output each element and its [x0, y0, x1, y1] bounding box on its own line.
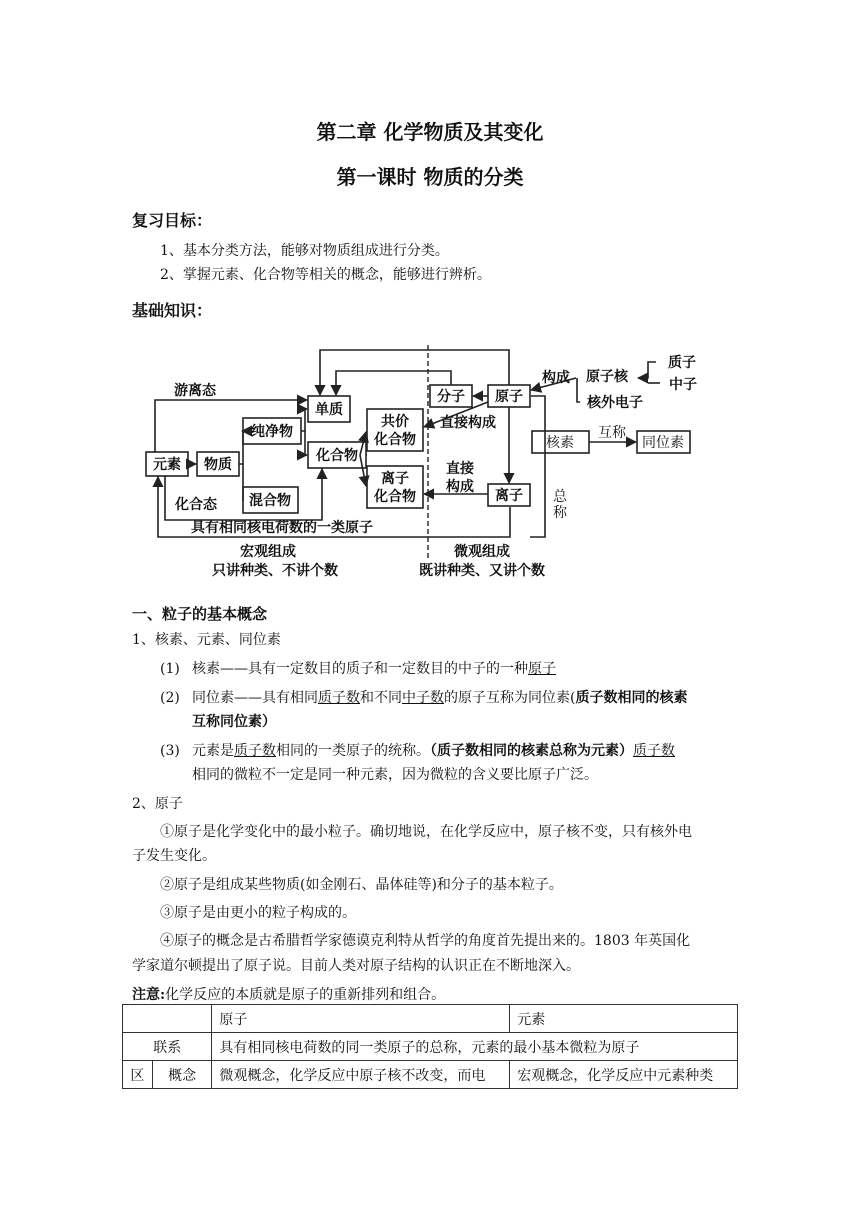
label-zhijie-2a: 直接 — [446, 461, 474, 477]
label-youlitai: 游离态 — [174, 383, 216, 399]
label-hewai: 核外电子 — [587, 395, 643, 411]
label-same-charge: 具有相同核电荷数的一类原子 — [191, 520, 373, 536]
atom-point-3: ③原子是由更小的粒子构成的。 — [160, 905, 356, 921]
label-huahetai: 化合态 — [175, 497, 217, 513]
label-zhijie-2b: 构成 — [446, 479, 474, 495]
item-1 — [192, 659, 556, 679]
atom-point-1: ①原子是化学变化中的最小粒子。确切地说，在化学反应中，原子核不变，只有核外电 — [160, 824, 692, 840]
item-2-text-b: 和不同 — [360, 690, 402, 706]
item-2-underlined-1: 质子数 — [318, 690, 360, 706]
node-huahewu: 化合物 — [316, 448, 358, 464]
item-1-text: 核素——具有一定数目的质子和一定数目的中子的一种 — [192, 661, 528, 677]
node-gongjia-2: 化合物 — [374, 432, 416, 448]
node-tongweisu: 同位素 — [642, 435, 684, 451]
node-gongjia-1: 共价 — [381, 414, 409, 430]
node-lizihhw-1: 离子 — [381, 471, 409, 487]
chapter-title: 第二章 化学物质及其变化 — [316, 120, 544, 144]
item-3-bold: （质子数相同的核素总称为元素） — [430, 743, 633, 759]
classification-diagram — [130, 340, 730, 588]
table-cell: 具有相同核电荷数的同一类原子的总称，元素的最小基本微粒为原子 — [212, 1033, 738, 1061]
table-row-label: 联系 — [123, 1033, 212, 1061]
label-macro: 宏观组成 — [240, 544, 296, 560]
atom-point-1-cont: 子发生变化。 — [132, 848, 216, 864]
node-fenzi: 分子 — [437, 389, 465, 405]
table-cell: 微观概念，化学反应中原子核不改变，而电 — [212, 1061, 510, 1089]
item-1-underlined: 原子 — [528, 661, 556, 677]
goal-item: 1、基本分类方法，能够对物质组成进行分类。 — [160, 243, 449, 259]
atom-point-4-cont: 学家道尔顿提出了原子说。目前人类对原子结构的认识正在不断地深入。 — [132, 958, 580, 974]
node-danzhi: 单质 — [315, 402, 343, 418]
node-lizihhw-2: 化合物 — [374, 489, 416, 505]
label-huchen: 互称 — [598, 425, 626, 441]
label-micro: 微观组成 — [454, 544, 510, 560]
item-2 — [192, 688, 687, 708]
label-zhijie-1: 直接构成 — [440, 415, 496, 431]
item-2-underlined-2: 中子数 — [402, 690, 444, 706]
item-2-number: (2) — [160, 690, 180, 706]
label-goucheng: 构成 — [542, 370, 570, 386]
subsection-heading: 1、核素、元素、同位素 — [132, 632, 281, 648]
node-wuzhi: 物质 — [204, 457, 232, 473]
item-3 — [192, 741, 675, 761]
node-chunjingwu: 纯净物 — [251, 424, 293, 440]
item-2-bold-1: 质子数相同的核素 — [575, 690, 688, 706]
label-zhongzi: 中子 — [669, 377, 697, 393]
item-3-text-b: 相同的一类原子的统称。 — [276, 743, 430, 759]
table-header-element: 元素 — [510, 1005, 738, 1033]
item-3-underlined-1: 质子数 — [234, 743, 276, 759]
item-3-text-a: 元素是 — [192, 743, 234, 759]
node-lizi: 离子 — [495, 488, 523, 504]
label-cheng: 称 — [553, 505, 567, 521]
item-2-bold-2: 互称同位素） — [192, 714, 276, 730]
node-hunhewu: 混合物 — [249, 493, 291, 509]
item-2-text-a: 同位素——具有相同 — [192, 690, 318, 706]
table-row-label: 区 — [123, 1061, 153, 1089]
table-row — [123, 1033, 738, 1061]
item-3-number: (3) — [160, 743, 180, 759]
note — [132, 985, 445, 1005]
subsection-heading: 2、原子 — [132, 796, 183, 812]
atom-point-4: ④原子的概念是古希腊哲学家德谟克利特从哲学的角度首先提出来的。1803 年英国化 — [160, 933, 691, 949]
label-yuanzihe: 原子核 — [586, 369, 628, 385]
node-hesu: 核素 — [546, 435, 574, 451]
label-micro-sub: 既讲种类、又讲个数 — [419, 563, 545, 579]
node-yuanzi: 原子 — [495, 389, 523, 405]
node-yuansu: 元素 — [153, 457, 181, 473]
table-cell: 宏观概念，化学反应中元素种类 — [510, 1061, 738, 1089]
item-2-text-c: 的原子互称为同位素( — [444, 690, 576, 706]
lesson-title: 第一课时 物质的分类 — [336, 165, 524, 189]
table-row — [123, 1005, 738, 1033]
goal-item: 2、掌握元素、化合物等相关的概念，能够进行辨析。 — [160, 267, 491, 283]
note-label: 注意: — [132, 987, 166, 1003]
atom-point-2: ②原子是组成某些物质(如金刚石、晶体硅等)和分子的基本粒子。 — [160, 877, 563, 893]
item-1-number: (1) — [160, 661, 180, 677]
goals-heading: 复习目标： — [132, 211, 213, 230]
item-3-underlined-2: 质子数 — [633, 743, 675, 759]
note-text: 化学反应的本质就是原子的重新排列和组合。 — [165, 987, 446, 1003]
label-zong: 总 — [553, 489, 567, 505]
label-macro-sub: 只讲种类、不讲个数 — [212, 563, 338, 579]
table-header-atom: 原子 — [212, 1005, 510, 1033]
table-row-label: 概念 — [152, 1061, 212, 1089]
comparison-table — [122, 1004, 738, 1089]
basics-heading: 基础知识： — [132, 301, 213, 320]
table-row — [123, 1061, 738, 1089]
section-heading: 一、粒子的基本概念 — [132, 605, 268, 623]
table-cell — [123, 1005, 212, 1033]
item-3-line-2: 相同的微粒不一定是同一种元素，因为微粒的含义要比原子广泛。 — [192, 767, 598, 783]
label-zhizi: 质子 — [668, 355, 696, 371]
